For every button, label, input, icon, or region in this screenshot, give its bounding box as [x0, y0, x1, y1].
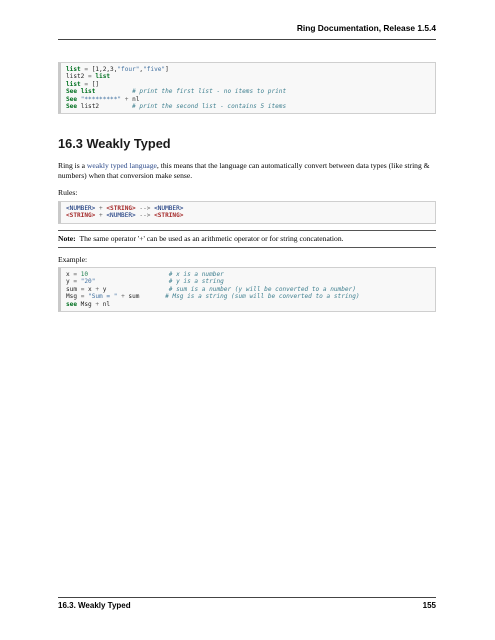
code-token: list	[66, 66, 81, 73]
code-token: "Sum = "	[88, 293, 118, 301]
rules-label: Rules:	[58, 188, 78, 197]
code-token: list2	[66, 73, 89, 81]
code-token: <NUMBER>	[66, 205, 96, 212]
code-token: "20"	[80, 278, 96, 286]
code-token: nl	[99, 300, 111, 308]
code-token: ]	[165, 66, 169, 73]
code-block-list	[58, 62, 436, 114]
code-token: <STRING>	[66, 212, 96, 220]
weakly-typed-link[interactable]: weakly typed language	[86, 161, 157, 170]
code-token: =	[73, 278, 78, 286]
code-token: See	[66, 103, 78, 111]
code-token: Msg	[66, 293, 81, 301]
code-token: # x is a number	[168, 271, 224, 278]
code-token: see	[66, 300, 78, 308]
code-token	[88, 271, 169, 278]
code-line	[66, 212, 430, 219]
code-token: # Msg is a string (sum will be converted to a string)	[165, 293, 360, 301]
code-token: +	[95, 205, 107, 212]
code-block-example	[58, 267, 436, 312]
code-token: # sum is a number (y will be converted to a number)	[168, 285, 356, 293]
code-token	[95, 88, 132, 95]
code-line	[66, 66, 430, 73]
code-token: =	[80, 66, 92, 73]
note-label: Note:	[58, 234, 76, 243]
code-token: -->	[135, 212, 155, 220]
footer-section: 16.3. Weakly Typed	[58, 601, 131, 610]
code-token: list2	[77, 103, 133, 111]
code-token: +	[95, 300, 100, 308]
code-line	[66, 103, 430, 110]
code-token: +	[95, 285, 100, 293]
code-token: See	[66, 95, 78, 103]
code-token: "five"	[143, 66, 166, 73]
code-token: +	[121, 293, 125, 301]
section-title: 16.3 Weakly Typed	[58, 136, 171, 151]
note-box	[58, 230, 436, 248]
code-block-rules	[58, 201, 436, 224]
code-token: list	[95, 73, 111, 81]
code-token: x	[84, 285, 96, 293]
code-token: =	[88, 73, 96, 81]
code-token: # print the second list - contains 5 items	[132, 103, 287, 111]
code-line	[66, 293, 430, 300]
code-token: x	[66, 271, 74, 278]
code-token: <STRING>	[154, 212, 184, 220]
code-token: ,	[139, 66, 144, 73]
code-token: <STRING>	[106, 205, 136, 212]
code-line	[66, 278, 430, 285]
code-line	[66, 301, 430, 308]
code-token: "*********"	[80, 95, 122, 103]
code-token: nl	[132, 95, 140, 103]
code-line	[66, 96, 430, 103]
code-token: -->	[135, 205, 155, 212]
code-token: # y is a string	[168, 278, 224, 286]
code-token: 10	[80, 271, 89, 278]
intro-paragraph	[58, 161, 436, 182]
code-token: <NUMBER>	[106, 212, 136, 220]
code-token: list	[66, 80, 81, 88]
code-token: y	[99, 285, 169, 293]
code-token: <NUMBER>	[154, 205, 184, 212]
code-token: "four"	[117, 66, 140, 73]
code-line	[66, 205, 430, 212]
code-token: =	[73, 271, 78, 278]
code-token: =	[80, 80, 92, 88]
code-token: # print the first list - no items to print	[132, 88, 287, 96]
note-text: The same operator '+' can be used as an arithmetic operator or for string concatenation.	[79, 234, 344, 243]
code-token: =	[80, 285, 85, 293]
code-token: sum	[66, 285, 81, 293]
footer-rule	[58, 597, 436, 598]
running-header: Ring Documentation, Release 1.5.4	[296, 23, 436, 33]
intro-suffix: , this means that the language can automatically convert between data types (like string & numbers) when that conversion make sense.	[58, 161, 430, 181]
code-line	[66, 88, 430, 95]
code-token	[95, 278, 168, 285]
header-rule	[58, 39, 436, 40]
intro-prefix: Ring is a	[58, 161, 87, 170]
code-token: [1,2,3,	[91, 66, 118, 73]
code-line	[66, 73, 430, 80]
example-label: Example:	[58, 255, 88, 264]
code-token: See	[66, 88, 78, 96]
code-token: =	[80, 293, 85, 301]
code-token: []	[91, 80, 100, 88]
code-token: +	[121, 95, 133, 103]
code-token: Msg	[77, 300, 96, 308]
code-token: sum	[124, 293, 166, 301]
code-token: +	[95, 212, 107, 220]
code-token: list	[80, 88, 96, 96]
page-number: 155	[422, 601, 436, 610]
code-token: y	[66, 278, 74, 286]
